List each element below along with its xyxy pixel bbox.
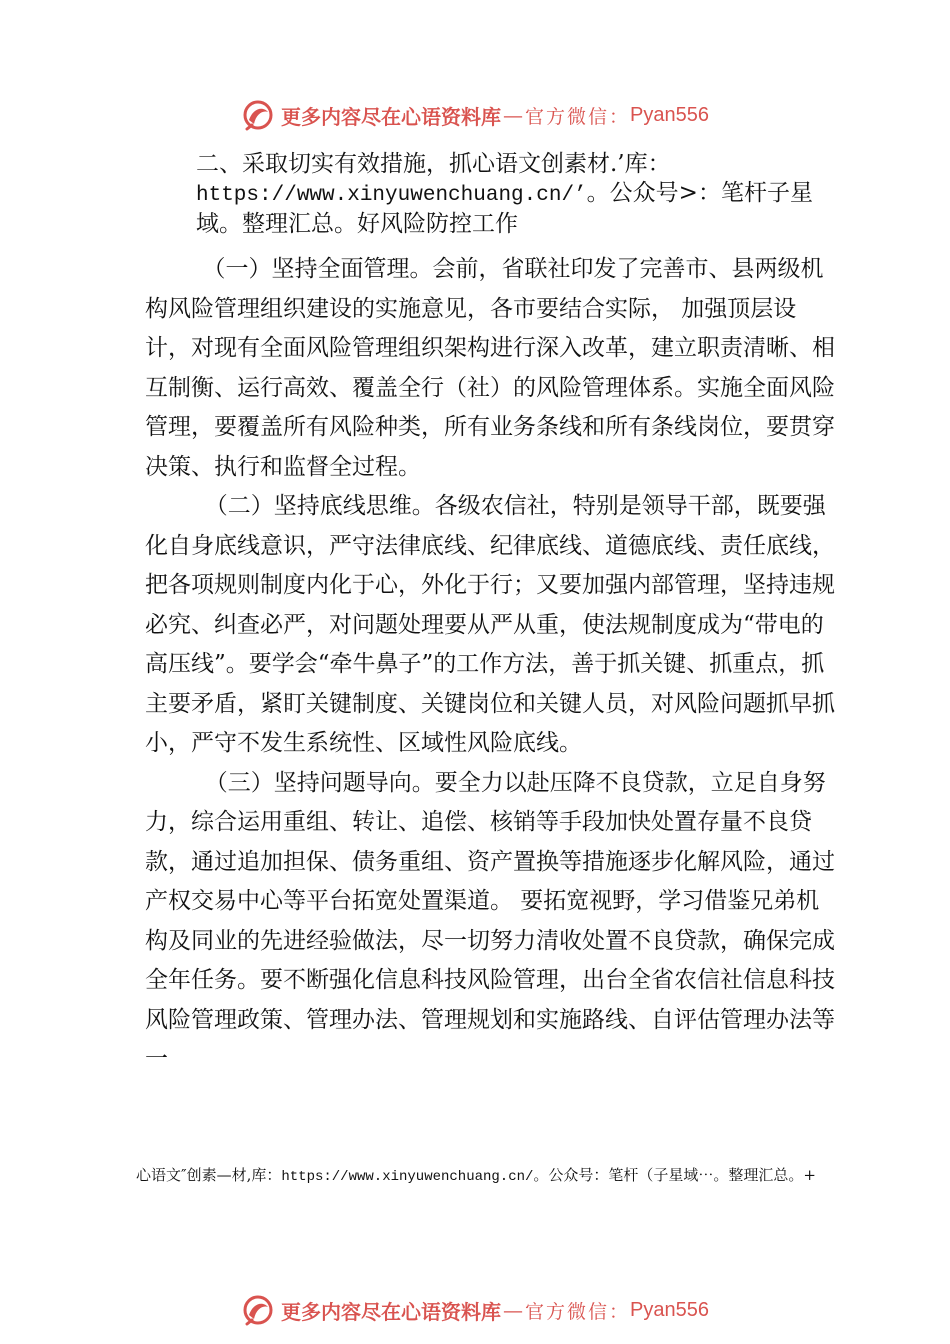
- body-content: [145, 250, 835, 1080]
- paragraph-3: （三）坚持问题导向。要全力以赴压降不良贷款，立足自身努力，综合运用重组、转让、追偿、核销等手段加快处置存量不良贷款，通过追加担保、债务重组、资产置换等措施逐步化解风险，通过产权交易中心等平台拓宽处置渠道。 要拓宽视野，学习借鉴兄弟机构及同业的先进经验做法，尽一切努力清收处置不良贷款，确保完成全年任务。要不断强化信息科技风险管理，出台全省农信社信息科技风险管理政策、管理办法、管理规划和实施路线、自评估管理办法等一: [145, 769, 835, 1072]
- swirl-logo-icon: [241, 98, 275, 132]
- section-heading: [196, 150, 846, 239]
- swirl-logo-icon: [241, 1293, 275, 1327]
- heading-url: https://www.xinyuwenchuang.cn/’: [196, 184, 587, 207]
- footnote: [136, 1162, 851, 1190]
- heading-prefix: 二、采取切实有效措施，抓心语文创素材.’库：: [196, 151, 671, 177]
- paragraph-2: （二）坚持底线思维。各级农信社，特别是领导干部，既要强化自身底线意识，严守法律底线、纪律底线、道德底线、责任底线，把各项规则制度内化于心，外化于行；又要加强内部管理，坚持违规必究、纠查必严，对问题处理要从严从重，使法规制度成为“带电的高压线”。要学会“牵牛鼻子”的工作方法，善于抓关键、抓重点，抓主要矛盾，紧盯关键制度、关键岗位和关键人员，对风险问题抓早抓小，严守不发生系统性、区域性风险底线。: [145, 493, 835, 756]
- footnote-suffix: 。公众号：笔杆（子星域⋯。整理汇总。+: [533, 1166, 816, 1184]
- banner-dash: —: [503, 1298, 523, 1322]
- paragraph-1: （一）坚持全面管理。会前，省联社印发了完善市、县两级机构风险管理组织建设的实施意见，各市要结合实际， 加强顶层设计，对现有全面风险管理组织架构进行深入改革，建立职责清晰、相互制衡、运行高效、覆盖全行（社）的风险管理体系。实施全面风险管理，要覆盖所有风险种类，所有业务条线和所有条线岗位，要贯穿决策、执行和监督全过程。: [145, 256, 835, 480]
- heading-suffix: 。公众号>：笔杆子星域。整理汇总。好风险防控工作: [196, 180, 813, 237]
- banner-dash: —: [503, 103, 523, 127]
- banner-main-text: 更多内容尽在心语资料库: [281, 104, 501, 129]
- banner-wechat-id: Pyan556: [630, 1298, 709, 1321]
- banner-wechat-id: Pyan556: [630, 103, 709, 126]
- bottom-watermark-banner: [0, 1290, 950, 1330]
- banner-main-text: 更多内容尽在心语资料库: [281, 1299, 501, 1324]
- footnote-url: https://www.xinyuwenchuang.cn/: [281, 1169, 534, 1185]
- footnote-prefix: 心语文″创素—材,库：: [136, 1166, 282, 1184]
- banner-wechat-label: 官方微信：: [525, 1300, 631, 1323]
- top-watermark-banner: [0, 95, 950, 135]
- banner-wechat-label: 官方微信：: [525, 105, 631, 128]
